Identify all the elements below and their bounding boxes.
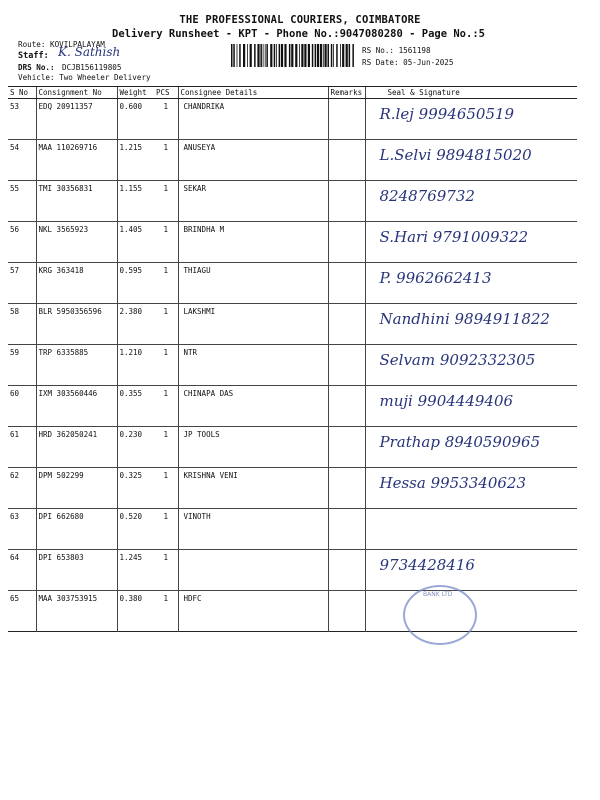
table-header [8,87,577,99]
barcode-bar [349,44,351,67]
barcode-bar [270,44,272,67]
drs-label: DRS No.: [18,63,55,72]
row-weight: 0.380 [117,591,154,632]
row-signature-cell [365,509,577,550]
row-sno: 55 [10,184,20,193]
company-title: THE PROFESSIONAL COURIERS, COIMBATORE [179,14,421,26]
col-pcs: PCS [154,87,178,99]
stamp-text: BANK LTD [423,591,453,598]
row-sno: 64 [10,553,20,562]
row-consignee [178,550,328,591]
barcode-bar [301,44,303,67]
row-consignee: THIAGU [178,263,328,304]
row-consignee: NTR [178,345,328,386]
barcode-bar [320,44,322,67]
row-remarks [328,140,365,181]
barcode-bar [331,44,333,67]
row-signature: Nandhini 9894911822 [379,310,550,328]
barcode-bar [260,44,262,67]
barcode-bar [254,44,256,67]
row-sno: 63 [10,512,20,521]
row-weight: 1.155 [117,181,154,222]
col-consignee: Consignee Details [178,87,328,99]
row-pcs: 1 [163,471,168,480]
barcode-bar [231,44,233,67]
table-row [8,140,577,181]
row-pcs: 1 [163,389,168,398]
row-consignee: HDFC [178,591,328,632]
row-signature-cell [365,468,577,509]
row-signature-cell [365,99,577,140]
barcode-bar [291,44,293,67]
col-remarks: Remarks [328,87,365,99]
barcode-bar [308,44,310,67]
row-sno: 54 [10,143,20,152]
staff-signature: K. Sathish [58,45,121,59]
runsheet-table [8,86,577,632]
row-remarks [328,468,365,509]
row-pcs: 1 [163,307,168,316]
staff-label: Staff: [18,51,49,61]
row-signature-cell [365,140,577,181]
row-sno: 57 [10,266,20,275]
barcode-bar [276,44,277,67]
table-row [8,304,577,345]
row-remarks [328,427,365,468]
row-consignment: KRG 363418 [36,263,117,304]
barcode-bar [266,44,268,67]
row-pcs: 1 [163,430,168,439]
row-signature-cell [365,181,577,222]
barcode-bar [237,44,238,67]
table-row [8,263,577,304]
row-sno: 56 [10,225,20,234]
row-consignee: CHANDRIKA [178,99,328,140]
row-consignment: TMI 30356831 [36,181,117,222]
table-row [8,427,577,468]
row-weight: 0.230 [117,427,154,468]
barcode-bar [346,44,348,67]
row-pcs: 1 [163,512,168,521]
row-signature-cell [365,263,577,304]
row-signature: Hessa 9953340623 [379,474,526,492]
row-pcs: 1 [163,348,168,357]
row-signature: Prathap 8940590965 [379,433,541,451]
barcode-bar [317,44,319,67]
row-signature: Selvam 9092332305 [379,351,536,369]
row-remarks [328,99,365,140]
row-consignee: JP TOOLS [178,427,328,468]
drs-number: DCJB156119805 [62,63,122,72]
row-remarks [328,509,365,550]
barcode-bar [265,44,266,67]
row-sno: 62 [10,471,20,480]
row-remarks [328,263,365,304]
barcode-bar [281,44,283,67]
row-signature-cell [365,427,577,468]
table-row [8,386,577,427]
row-consignment: TRP 6335885 [36,345,117,386]
row-pcs: 1 [163,184,168,193]
row-sno: 60 [10,389,20,398]
runsheet-title: Delivery Runsheet - KPT - Phone No.:9047080280 - Page No.:5 [112,28,485,40]
row-remarks [328,304,365,345]
barcode [231,44,355,67]
rs-number: RS No.: 1561198 [362,46,431,55]
row-consignment: DPM 502299 [36,468,117,509]
row-pcs: 1 [163,594,168,603]
row-weight: 1.405 [117,222,154,263]
barcode-bar [304,44,306,67]
row-consignment: MAA 303753915 [36,591,117,632]
row-weight: 1.215 [117,140,154,181]
barcode-bar [333,44,334,67]
table-row [8,550,577,591]
row-signature: R.lej 9994650519 [379,105,515,123]
table-row [8,509,577,550]
row-sno: 58 [10,307,20,316]
row-remarks [328,222,365,263]
row-sno: 61 [10,430,20,439]
row-consignment: BLR 5950356596 [36,304,117,345]
row-signature-cell [365,550,577,591]
row-signature-cell [365,222,577,263]
row-consignment: HRD 362050241 [36,427,117,468]
row-weight: 0.325 [117,468,154,509]
barcode-bar [352,44,354,67]
row-sno: 65 [10,594,20,603]
rs-date: RS Date: 05-Jun-2025 [362,58,454,67]
row-signature: muji 9904449406 [379,392,514,410]
row-remarks [328,345,365,386]
row-consignee: CHINAPA DAS [178,386,328,427]
row-signature-cell [365,386,577,427]
row-weight: 0.595 [117,263,154,304]
row-remarks [328,591,365,632]
row-sno: 59 [10,348,20,357]
barcode-bar [289,44,291,67]
row-pcs: 1 [163,102,168,111]
row-remarks [328,181,365,222]
barcode-bar [299,44,300,67]
row-consignee: ANUSEYA [178,140,328,181]
row-consignee: LAKSHMI [178,304,328,345]
row-weight: 0.355 [117,386,154,427]
row-consignment: DPI 653803 [36,550,117,591]
table-row [8,468,577,509]
barcode-bar [257,44,259,67]
bank-stamp [403,585,477,645]
row-pcs: 1 [163,266,168,275]
barcode-bar [233,44,235,67]
row-weight: 0.600 [117,99,154,140]
row-consignment: EDQ 20911357 [36,99,117,140]
col-signature: Seal & Signature [365,87,577,99]
row-consignee: VINOTH [178,509,328,550]
row-weight: 0.520 [117,509,154,550]
barcode-bar [323,44,324,67]
row-signature: P. 9962662413 [379,269,492,287]
col-consignment: Consignment No [36,87,117,99]
table-row [8,591,577,632]
table-row [8,181,577,222]
row-consignee: BRINDHA M [178,222,328,263]
barcode-bar [247,44,248,67]
row-pcs: 1 [163,553,168,562]
barcode-bar [312,44,314,67]
row-signature: L.Selvi 9894815020 [379,146,532,164]
row-consignment: MAA 110269716 [36,140,117,181]
barcode-bar [263,44,264,67]
barcode-bar [328,44,330,67]
row-weight: 1.210 [117,345,154,386]
table-row [8,345,577,386]
barcode-bar [340,44,341,67]
barcode-bar [342,44,344,67]
barcode-bar [274,44,276,67]
row-signature: 9734428416 [379,556,475,574]
row-weight: 2.380 [117,304,154,345]
barcode-bar [284,44,286,67]
row-signature-cell [365,345,577,386]
row-weight: 1.245 [117,550,154,591]
table-row [8,99,577,140]
vehicle-label: Vehicle: Two Wheeler Delivery [18,73,151,82]
barcode-bar [325,44,327,67]
barcode-bar [239,44,241,67]
col-sno: S No [8,87,36,99]
row-signature: S.Hari 9791009322 [379,228,529,246]
barcode-bar [243,44,245,67]
barcode-bar [336,44,338,67]
table-row [8,222,577,263]
row-signature-cell [365,304,577,345]
row-signature: 8248769732 [379,187,475,205]
col-weight: Weight [117,87,154,99]
row-sno: 53 [10,102,20,111]
row-consignment: NKL 3565923 [36,222,117,263]
row-pcs: 1 [163,143,168,152]
barcode-bar [250,44,252,67]
row-remarks [328,386,365,427]
row-remarks [328,550,365,591]
row-consignment: IXM 303560446 [36,386,117,427]
row-consignee: KRISHNA VENI [178,468,328,509]
row-consignee: SEKAR [178,181,328,222]
row-pcs: 1 [163,225,168,234]
route-label: Route: KOVILPALAYAM [18,40,105,49]
barcode-bar [279,44,281,67]
barcode-bar [315,44,317,67]
barcode-bar [295,44,297,67]
row-consignment: DPI 662680 [36,509,117,550]
